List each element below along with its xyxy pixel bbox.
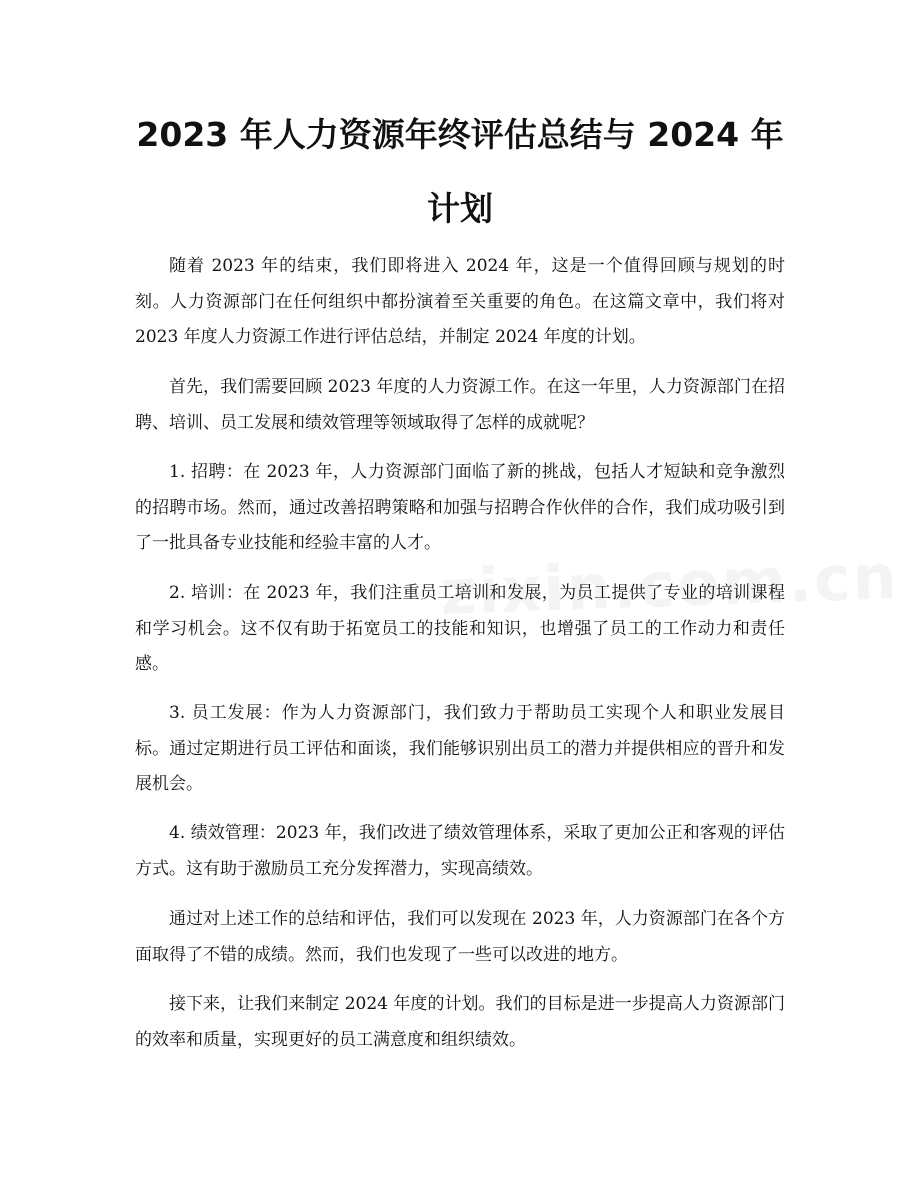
paragraph-plan-2024: 接下来，让我们来制定 2024 年度的计划。我们的目标是进一步提高人力资源部门的效率和质量，实现更好的员工满意度和组织绩效。 bbox=[135, 994, 785, 1050]
paragraph-performance-management: 4. 绩效管理：2023 年，我们改进了绩效管理体系，采取了更加公正和客观的评估方式。这有助于激励员工充分发挥潜力，实现高绩效。 bbox=[135, 823, 785, 879]
paragraph-summary: 通过对上述工作的总结和评估，我们可以发现在 2023 年，人力资源部门在各个方面取得了不错的成绩。然而，我们也发现了一些可以改进的地方。 bbox=[135, 909, 785, 965]
paragraph-training: 2. 培训：在 2023 年，我们注重员工培训和发展，为员工提供了专业的培训课程和学习机会。这不仅有助于拓宽员工的技能和知识，也增强了员工的工作动力和责任感。 bbox=[135, 583, 785, 674]
paragraph-recruitment: 1. 招聘：在 2023 年，人力资源部门面临了新的挑战，包括人才短缺和竞争激烈的招聘市场。然而，通过改善招聘策略和加强与招聘合作伙伴的合作，我们成功吸引到了一批具备专业技能和经验丰富的人才。 bbox=[135, 462, 785, 553]
paragraph-intro: 随着 2023 年的结束，我们即将进入 2024 年，这是一个值得回顾与规划的时刻。人力资源部门在任何组织中都扮演着至关重要的角色。在这篇文章中，我们将对 2023 年度人力资源工作进行评估总结，并制定 2024 年度的计划。 bbox=[135, 256, 785, 347]
paragraph-review: 首先，我们需要回顾 2023 年度的人力资源工作。在这一年里，人力资源部门在招聘、培训、员工发展和绩效管理等领域取得了怎样的成就呢？ bbox=[135, 377, 785, 433]
paragraph-employee-development: 3. 员工发展：作为人力资源部门，我们致力于帮助员工实现个人和职业发展目标。通过定期进行员工评估和面谈，我们能够识别出员工的潜力并提供相应的晋升和发展机会。 bbox=[135, 703, 785, 794]
document-title: 2023 年人力资源年终评估总结与 2024 年计划 bbox=[136, 115, 784, 228]
